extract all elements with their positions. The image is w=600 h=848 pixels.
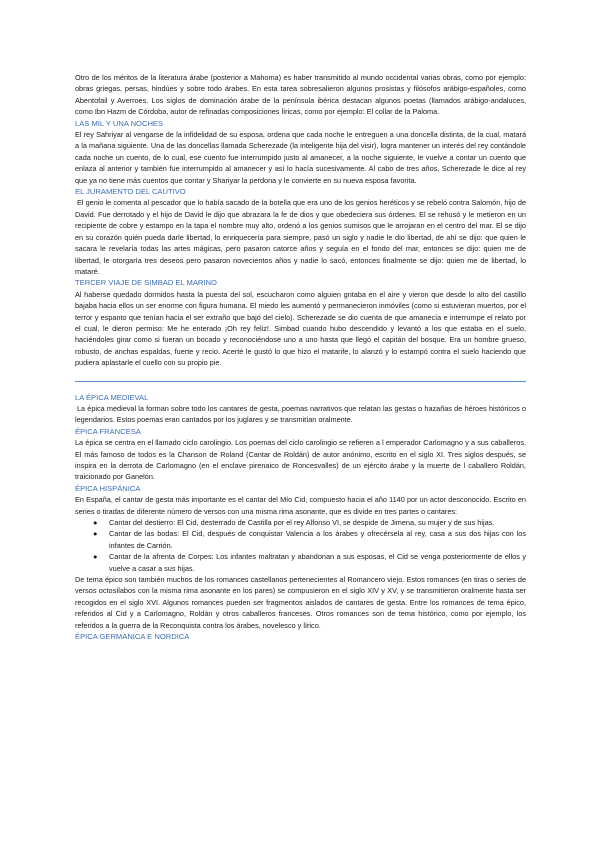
- document-page: [75, 72, 526, 643]
- list-item: [93, 528, 526, 551]
- heading-mil-y-una-noches: LAS MIL Y UNA NOCHES: [75, 118, 164, 128]
- paragraph-mil-y-una-noches: El rey Sahriyar al vengarse de la infidelidad de su esposa, ordena que cada noche le entreguen a una doncella distinta, de la cual, matará a la mañana siguiente. Una de las doncellas llamada Scherezade (la inteligente hija del visir), logra mantener un interés del rey contándole cada noche un cuento, de lo cual, ese cuento fue interrumpido justo al amanecer, a la noche siguiente, le vuelve a contar un cuento que enlaza al anterior y también fue interrumpido al amanecer y así lo hacía sucesivamente. Al cabo de tres años, Scherezade le dice al rey que ya no tiene más cuentos que contar y Shariyar la perdona y le convierte en su nueva esposa favorita.: [75, 130, 526, 185]
- paragraph-romancero: De tema épico son también muchos de los romances castellanos pertenecientes al Romancero viejo. Estos romances (en tiras o series de versos octosílabos con la misma rima asonante en los pares) se compusieron en el siglo XIV y XV, y se transmitieron oralmente hasta ser recogidos en el siglo XVI. Algunos romances pueden ser fragmentos aislados de cantares de gesta. Entre los romances de tema épico, referidos al Cid y a Carlomagno, Roldán y otros caballeros franceses. Otros romances son de tema histórico, como por ejemplo, los referidos a la guerra de la Reconquista contra los árabes, novelesco y lírico.: [75, 575, 526, 630]
- paragraph-simbad: Al haberse quedado dormidos hasta la puesta del sol, escucharon como alguien gritaba en el aire y vieron que desde lo alto del castillo bajaba hacia ellos un ser enorme con figura humana. El miedo les aumentó y permanecieron inmóviles (como si estuvieran muertos, por el terror y espanto que tenían hacia el ser extraño que bajó del cielo). Scherezade se dio cuenta de que amanecía e interrumpe el relato por el cual, le dieron permiso: Me he enterado ¡Oh rey feliz!. Simbad cuando hubo descendido y levantó a los que estaba en el suelo, haciéndoles girar como si fueran un bocado y reconociéndose uno a uno hasta que llegó el capitán del bosque. Era un hombre grueso, robusto, de anchas espaldas, fuerte y recio. Acerté le gustó lo que hizo el matarife, lo alanzó y lo estampó contra el suelo haciendo que pudiera aplastarle el cuello con su propio pie.: [75, 289, 526, 368]
- list-item-text: Cantar del destierro: El Cid, desterrado de Castilla por el rey Alfonso VI, se despide de Jimena, su mujer y de sus hijas.: [109, 518, 495, 528]
- paragraph-epica-francesa: La épica se centra en el llamado ciclo carolingio. Los poemas del ciclo carolingio se refieren a l emperador Carlomagno y a sus caballeros. El más famoso de todos es la Chanson de Roland (Cantar de Roldán) de autor anónimo, escrito en el siglo XI. Tres siglos después, se inspira en la derrota de Carlomagno (en el enclave pirenaico de Roncesvalles) de un ejército árabe y la muerte de l caballero Roldán, traicionado por Ganelón.: [75, 438, 526, 482]
- heading-epica-francesa: ÉPICA FRANCESA: [75, 426, 141, 436]
- bullet-icon: ●: [93, 552, 98, 562]
- paragraph-juramento-cautivo: El genio le comenta al pescador que lo había sacado de la botella que era uno de los genios heréticos y se rebeló contra Salomón, hijo de David. Fue derrotado y el hijo de David le dijo que abrazara la fe de dios y que obedeciera sus órdenes. El se rehusó y le metieron en un recipiente de cobre y estampo en la tapa el nombre muy alto, ordenó a los genios sumisos que le arrojaran en el centro del mar. El se dijo en su corazón quién pueda darle libertad, lo enriquecería para siempre, pasó un siglo y nadie le dio libertad, de ahí se dijo: que quien le sacara le revelaría todas las artes mágicas, pero pasaron catorce años y seguía en el fondo del mar, entonces se dijo: quien me de libertad, le otorgaría tres deseos pero pasaron novecientos años y nadie lo sacó, entonces finalmente se dijo: quien me de libertad, lo mataré.: [75, 198, 526, 276]
- bullet-icon: ●: [93, 518, 98, 528]
- list-item: [93, 551, 526, 574]
- heading-epica-hispanica: ÉPICA HISPÁNICA: [75, 483, 141, 493]
- heading-epica-germanica: ÉPICA GERMANICA E NORDICA: [75, 632, 190, 642]
- cantares-list: [75, 517, 526, 574]
- heading-epica-medieval: LA ÉPICA MEDIEVAL: [75, 392, 149, 402]
- paragraph-epica-hispanica: En España, el cantar de gesta más importante es el cantar del Mío Cid, compuesto hacia el año 1140 por un actor desconocido. Escrito en series o tiradas de diferente número de versos con una misma rima asonante, que es divide en tres partes o cantares:: [75, 495, 526, 516]
- section-divider: [75, 381, 526, 382]
- bullet-icon: ●: [93, 529, 98, 539]
- heading-juramento-cautivo: EL JURAMENTO DEL CAUTIVO: [75, 187, 186, 197]
- list-item: [93, 517, 526, 528]
- heading-simbad: TERCER VIAJE DE SIMBAD EL MARINO: [75, 278, 217, 288]
- paragraph-epica-medieval: La épica medieval la forman sobre todo los cantares de gesta, poemas narrativos que relatan las gestas o hazañas de héroes históricos o legendarios. Estos poemas eran cantados por los juglares y se transmitían oralmente.: [75, 403, 526, 425]
- list-item-text: Cantar de las bodas: El Cid, después de conquistar Valencia a los árabes y ofrecérsela al rey, casa a sus dos hijas con los infantes de Carrión.: [109, 529, 526, 550]
- list-item-text: Cantar de la afrenta de Corpes: Los infantes maltratan y abandonan a sus esposas, el Cid se venga posteriormente de ellos y vuelve a casar a sus hijas.: [109, 552, 526, 573]
- intro-paragraph: Otro de los méritos de la literatura árabe (posterior a Mahoma) es haber transmitido al mundo occidental varias obras, como por ejemplo: obras griegas, persas, hindúes y sobre todo árabes. En esta tarea sobresalieron algunos prosistas y filósofos arábigo-españoles, como Abentofail y Averroes. Los siglos de dominación árabe de la península ibérica destacan algunos poetas (llamados arábigo-andaluces, como Ibn Hazm de Córdoba, autor de refinadas composiciones líricas, como por ejemplo: El collar de la Paloma.: [75, 73, 526, 117]
